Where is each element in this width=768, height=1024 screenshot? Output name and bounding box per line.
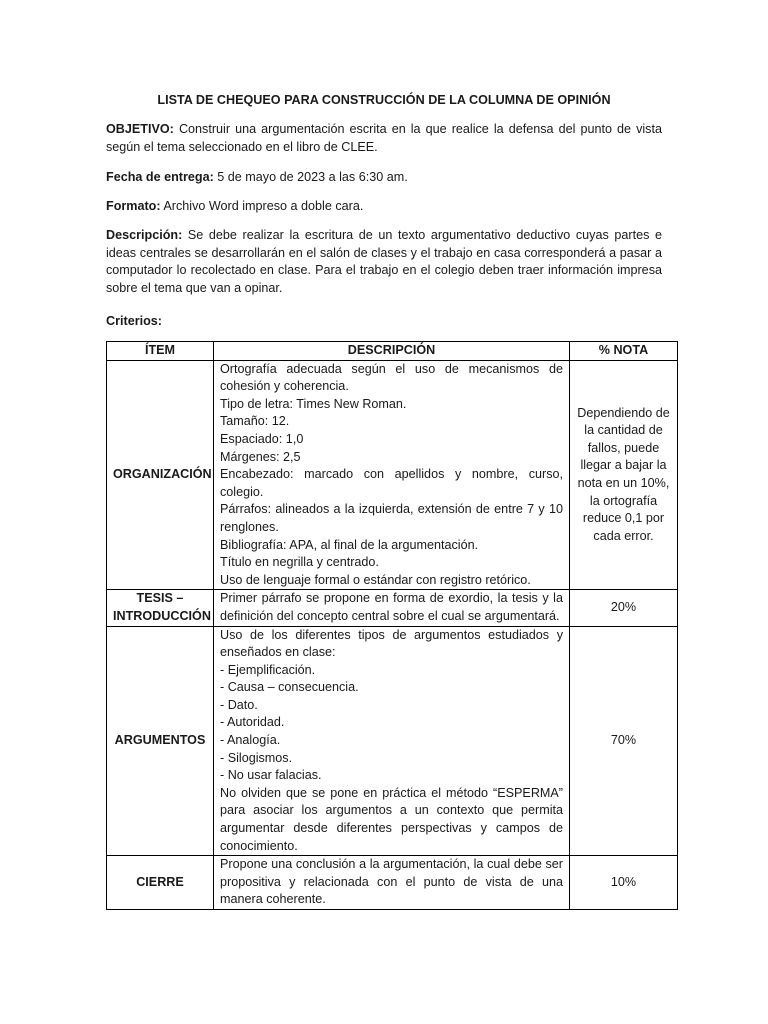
- due-date-label: Fecha de entrega:: [106, 170, 214, 184]
- header-description: DESCRIPCIÓN: [214, 342, 570, 361]
- description-line: Párrafos: alineados a la izquierda, extensión de entre 7 y 10 renglones.: [220, 502, 563, 534]
- description-line: Uso de los diferentes tipos de argumentos estudiados y enseñados en clase:: [220, 627, 563, 660]
- header-item: ÍTEM: [107, 342, 214, 361]
- row-item: ORGANIZACIÓN: [107, 360, 214, 590]
- format-paragraph: [106, 198, 662, 216]
- description-line: - Ejemplificación.: [220, 662, 316, 677]
- description-line: - Autoridad.: [220, 715, 285, 730]
- objective-label: OBJETIVO:: [106, 122, 174, 136]
- description-text: Se debe realizar la escritura de un texto argumentativo deductivo cuyas partes e ideas centrales se desarrollarán en el salón de clases y el trabajo en casa corresponderá a pasar a computador lo recolectado en clase. Para el trabajo en el colegio deben traer información impresa sobre el tema que van a opinar.: [106, 228, 662, 295]
- description-paragraph: [106, 227, 662, 297]
- description-line: - Analogía.: [220, 733, 281, 748]
- row-grade: Dependiendo de la cantidad de fallos, puede llegar a bajar la nota en un 10%, la ortografía reduce 0,1 por cada error.: [570, 360, 678, 590]
- description-line: Título en negrilla y centrado.: [220, 555, 379, 570]
- row-description: [214, 856, 570, 910]
- description-line: Espaciado: 1,0: [220, 431, 304, 446]
- row-item: ARGUMENTOS: [107, 626, 214, 856]
- description-line: Tamaño: 12.: [220, 414, 290, 429]
- description-line: Márgenes: 2,5: [220, 449, 301, 464]
- criteria-table: [106, 341, 678, 910]
- format-label: Formato:: [106, 199, 161, 213]
- row-item: TESIS – INTRODUCCIÓN: [107, 590, 214, 626]
- row-grade: 10%: [570, 856, 678, 910]
- due-date-text: 5 de mayo de 2023 a las 6:30 am.: [213, 170, 408, 184]
- description-line: Encabezado: marcado con apellidos y nombre, curso, colegio.: [220, 467, 563, 499]
- row-grade: 20%: [570, 590, 678, 626]
- description-line: Bibliografía: APA, al final de la argumentación.: [220, 537, 479, 552]
- description-line: No olviden que se pone en práctica el método “ESPERMA” para asociar los argumentos a un contexto que permita argumentar desde diferentes perspectivas y campos de conocimiento.: [220, 785, 563, 853]
- description-label: Descripción:: [106, 228, 183, 242]
- description-line: Propone una conclusión a la argumentación, la cual debe ser propositiva y relacionada con el punto de vista de una manera coherente.: [220, 857, 563, 907]
- objective-text: Construir una argumentación escrita en la que realice la defensa del punto de vista según el tema seleccionado en el libro de CLEE.: [106, 122, 662, 154]
- description-line: - Causa – consecuencia.: [220, 680, 359, 695]
- table-header-row: [107, 342, 678, 361]
- objective-paragraph: [106, 121, 662, 156]
- description-line: - Silogismos.: [220, 750, 293, 765]
- table-row: [107, 856, 678, 910]
- row-grade: 70%: [570, 626, 678, 856]
- document-title: LISTA DE CHEQUEO PARA CONSTRUCCIÓN DE LA COLUMNA DE OPINIÓN: [157, 93, 611, 107]
- row-item: CIERRE: [107, 856, 214, 910]
- description-line: - Dato.: [220, 697, 258, 712]
- description-line: Uso de lenguaje formal o estándar con registro retórico.: [220, 572, 531, 587]
- row-description: [214, 626, 570, 856]
- description-line: - No usar falacias.: [220, 768, 322, 783]
- due-date-paragraph: [106, 169, 662, 187]
- criteria-label: Criterios:: [106, 314, 162, 328]
- description-line: Tipo de letra: Times New Roman.: [220, 396, 407, 411]
- table-row: [107, 590, 678, 626]
- description-line: Primer párrafo se propone en forma de exordio, la tesis y la definición del concepto central sobre el cual se argumentará.: [220, 591, 563, 623]
- format-text: Archivo Word impreso a doble cara.: [160, 199, 364, 213]
- description-line: Ortografía adecuada según el uso de mecanismos de cohesión y coherencia.: [220, 361, 563, 394]
- table-row: [107, 626, 678, 856]
- row-description: [214, 590, 570, 626]
- row-description: [214, 360, 570, 590]
- table-row: [107, 360, 678, 590]
- header-grade: % NOTA: [570, 342, 678, 361]
